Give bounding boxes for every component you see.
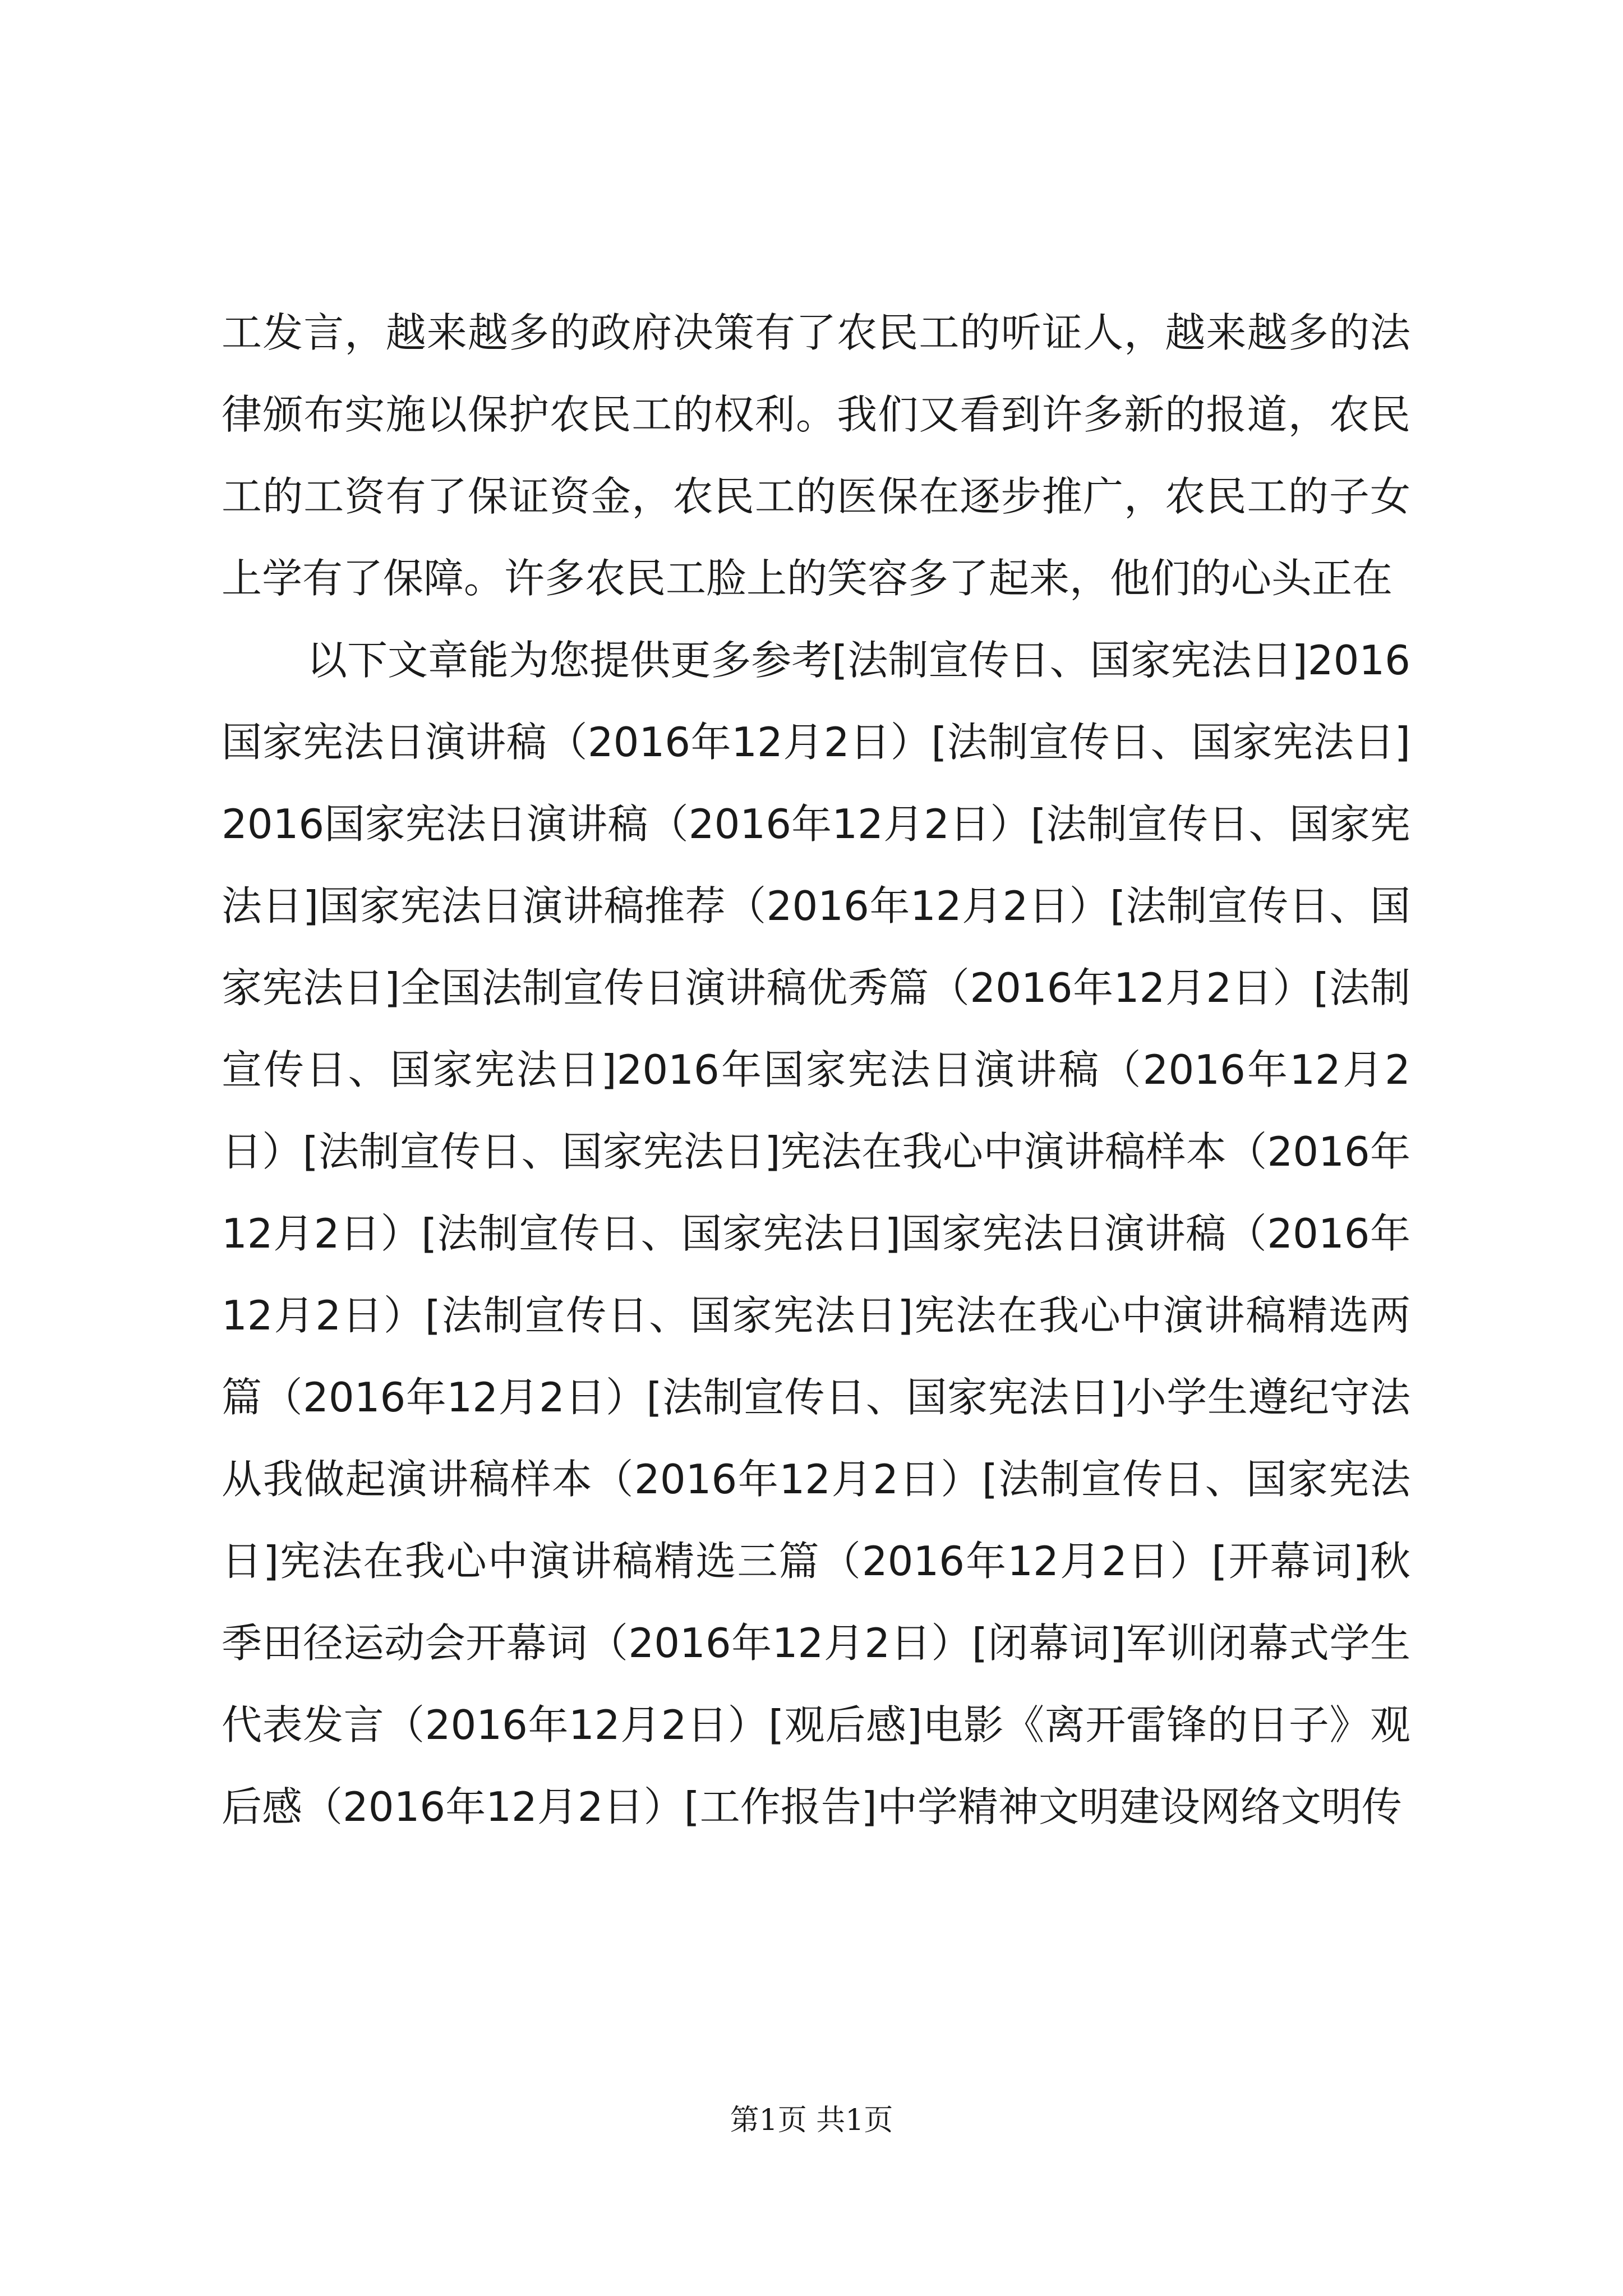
document-body: [222, 292, 1410, 1848]
paragraph-1: 工发言，越来越多的政府决策有了农民工的听证人，越来越多的法律颁布实施以保护农民工的权利。我们又看到许多新的报道，农民工的工资有了保证资金，农民工的医保在逐步推广，农民工的子女上学有了保障。许多农民工脸上的笑容多了起来，他们的心头正在: [222, 309, 1410, 602]
paragraph-2: 以下文章能为您提供更多参考[法制宣传日、国家宪法日]2016国家宪法日演讲稿（2016年12月2日）[法制宣传日、国家宪法日]2016国家宪法日演讲稿（2016年12月2日）[法制宣传日、国家宪法日]国家宪法日演讲稿推荐（2016年12月2日）[法制宣传日、国家宪法日]全国法制宣传日演讲稿优秀篇（2016年12月2日）[法制宣传日、国家宪法日]2016年国家宪法日演讲稿（2016年12月2日）[法制宣传日、国家宪法日]宪法在我心中演讲稿样本（2016年12月2日）[法制宣传日、国家宪法日]国家宪法日演讲稿（2016年12月2日）[法制宣传日、国家宪法日]宪法在我心中演讲稿精选两篇（2016年12月2日）[法制宣传日、国家宪法日]小学生遵纪守法从我做起演讲稿样本（2016年12月2日）[法制宣传日、国家宪法日]宪法在我心中演讲稿精选三篇（2016年12月2日）[开幕词]秋季田径运动会开幕词（2016年12月2日）[闭幕词]军训闭幕式学生代表发言（2016年12月2日）[观后感]电影《离开雷锋的日子》观后感（2016年12月2日）[工作报告]中学精神文明建设网络文明传: [222, 637, 1410, 1830]
page-footer: 第1页 共1页: [730, 2104, 893, 2137]
